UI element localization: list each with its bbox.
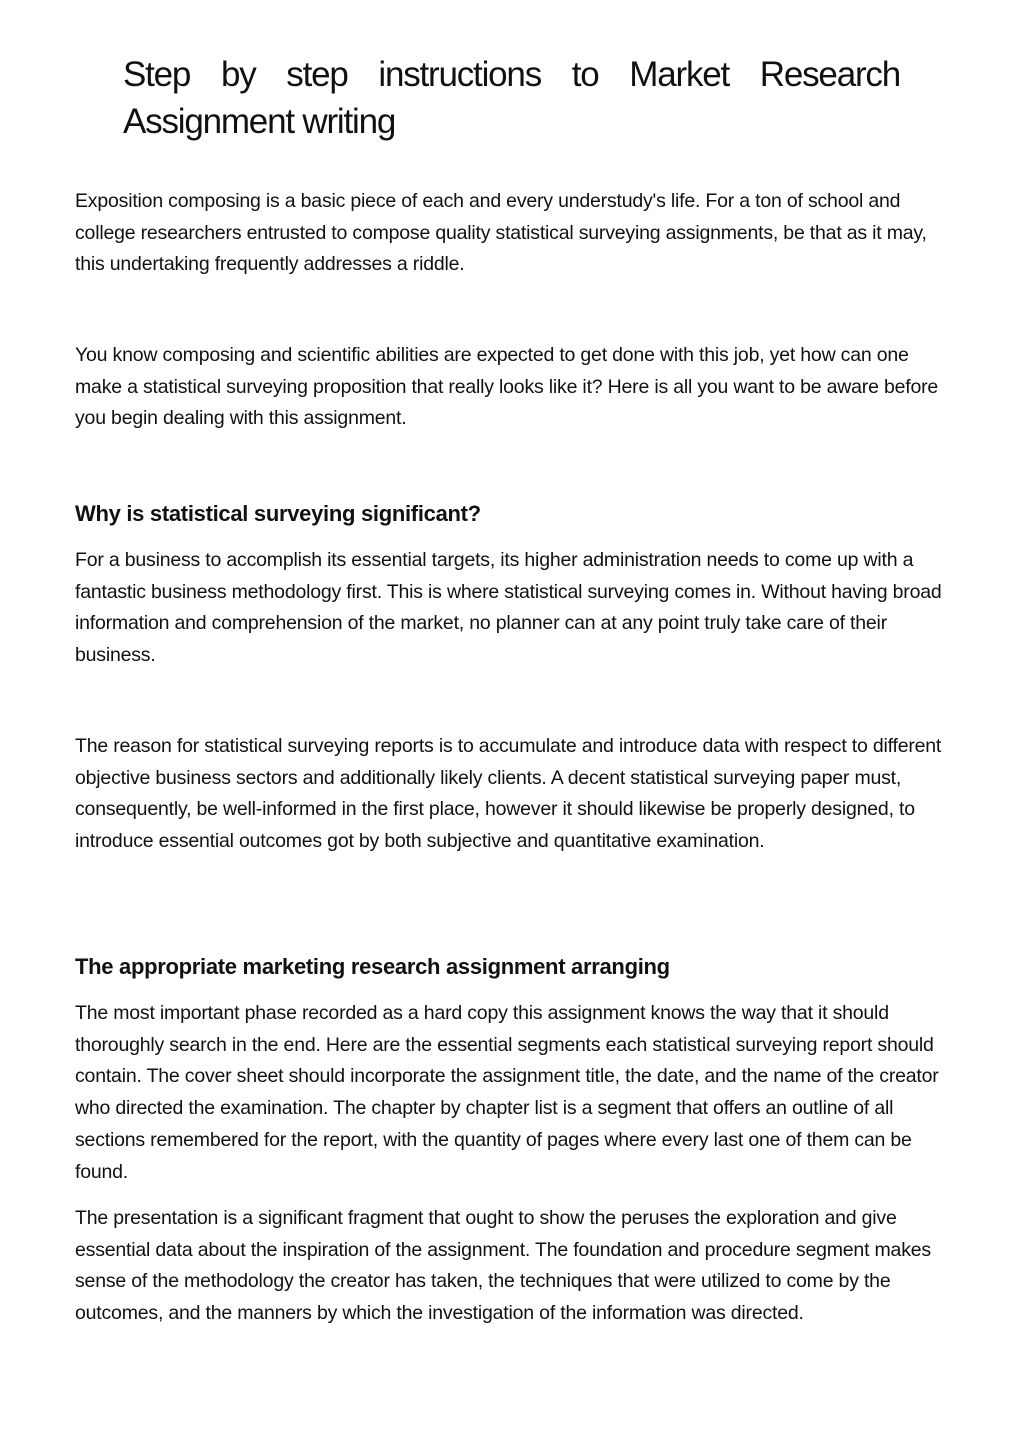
why-paragraph-2: The reason for statistical surveying reports is to accumulate and introduce data with respect to different objective business sectors and additionally likely clients. A decent statistical surveying paper must, consequently, be well-informed in the first place, however it should likewise be properly designed, to introduce essential outcomes got by both subjective and quantitative examination. xyxy=(75,735,942,853)
document-title: Step by step instructions to Market Research Assignment writing xyxy=(123,55,900,141)
arranging-paragraph-2: The presentation is a significant fragment that ought to show the peruses the exploration and give essential data about the inspiration of the assignment. The foundation and procedure segment makes sense of the methodology the creator has taken, the techniques that were utilized to come by the outcomes, and the manners by which the investigation of the information was directed. xyxy=(75,1207,931,1325)
intro-paragraph-2: You know composing and scientific abilities are expected to get done with this job, yet how can one make a statistical surveying proposition that really looks like it? Here is all you want to be aware before you begin dealing with this assignment. xyxy=(75,344,939,430)
intro-paragraph-1: Exposition composing is a basic piece of each and every understudy's life. For a ton of school and college researchers entrusted to compose quality statistical surveying assignments, be that as it may, this undertaking frequently addresses a riddle. xyxy=(75,190,927,276)
why-paragraph-1: For a business to accomplish its essential targets, its higher administration needs to come up with a fantastic business methodology first. This is where statistical surveying comes in. Without having broad information and comprehension of the market, no planner can at any point truly take care of their business. xyxy=(75,549,942,667)
arranging-paragraph-1: The most important phase recorded as a hard copy this assignment knows the way that it should thoroughly search in the end. Here are the essential segments each statistical surveying report should contain. The cover sheet should incorporate the assignment title, the date, and the name of the creator who directed the examination. The chapter by chapter list is a segment that offers an outline of all sections remembered for the report, with the quantity of pages where every last one of them can be found. xyxy=(75,1002,939,1183)
section-heading-arranging: The appropriate marketing research assignment arranging xyxy=(75,954,670,979)
section-heading-why: Why is statistical surveying significant? xyxy=(75,501,481,526)
